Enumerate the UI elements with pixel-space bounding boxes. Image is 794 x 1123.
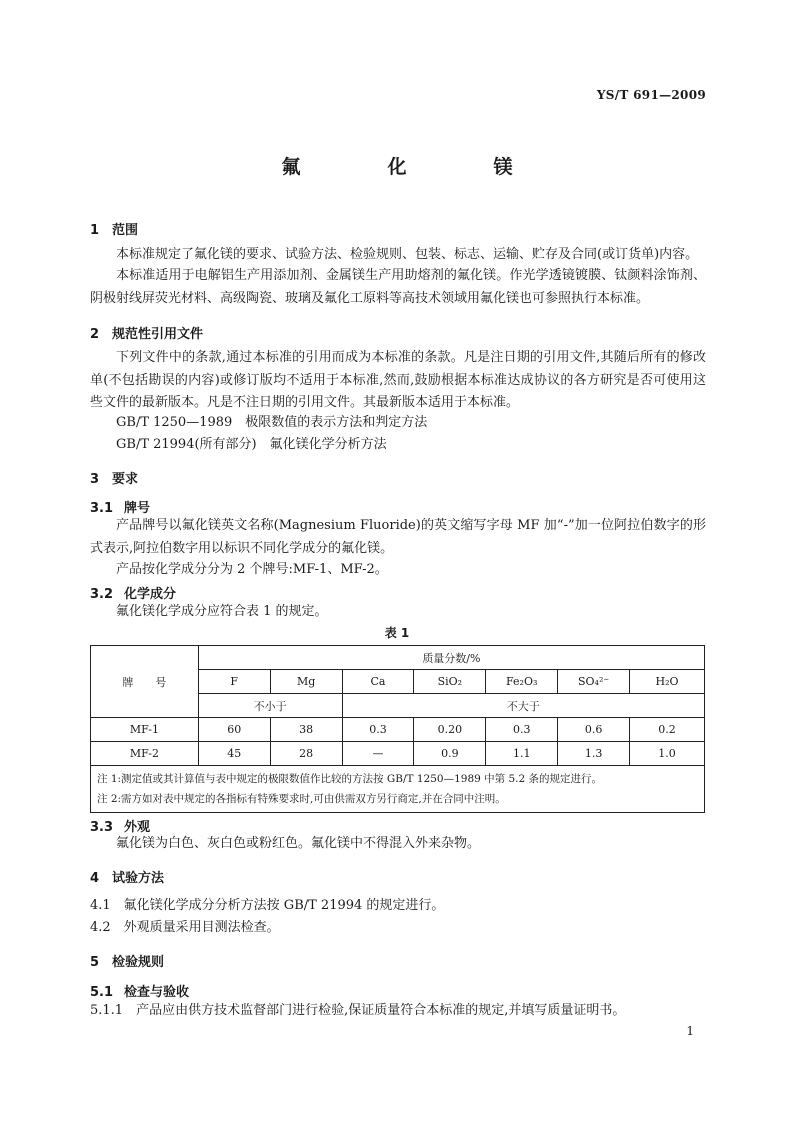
- table-cell: 1.1: [486, 742, 558, 766]
- min-limit-label: 不小于: [198, 694, 342, 718]
- table-cell: 0.3: [486, 718, 558, 742]
- section-2-heading: [90, 323, 203, 342]
- max-limit-label: 不大于: [342, 694, 704, 718]
- section-5-heading: [90, 951, 164, 970]
- column-header: SiO₂: [414, 670, 486, 694]
- section-number: 3.2: [90, 587, 114, 602]
- section-5-1-heading: [90, 981, 189, 1000]
- table-cell: 60: [198, 718, 270, 742]
- table-cell: 45: [198, 742, 270, 766]
- section-3-2-heading: [90, 583, 176, 602]
- section-number: 2: [90, 327, 100, 342]
- table-cell: —: [342, 742, 414, 766]
- table-cell: 28: [270, 742, 342, 766]
- section-title: 检验规则: [112, 955, 165, 970]
- column-header: SO₄²⁻: [558, 670, 630, 694]
- page-number: 1: [686, 1024, 694, 1038]
- table-cell: 38: [270, 718, 342, 742]
- mass-fraction-header: 质量分数/%: [198, 646, 704, 670]
- table-cell: 0.9: [414, 742, 486, 766]
- section-3-heading: [90, 468, 138, 487]
- reference-gbt-21994: GB/T 21994(所有部分) 氟化镁化学分析方法: [116, 437, 387, 452]
- reference-gbt-1250: GB/T 1250—1989 极限数值的表示方法和判定方法: [116, 415, 428, 430]
- section-3-1-paragraph-2: 产品按化学成分分为 2 个牌号:MF-1、MF-2。: [116, 562, 388, 577]
- table-row: [91, 718, 705, 742]
- section-1-paragraph-1: 本标准规定了氟化镁的要求、试验方法、检验规则、包装、标志、运输、贮存及合同(或订货单)内容。: [116, 247, 699, 262]
- section-title: 范围: [112, 223, 139, 238]
- section-number: 3.1: [90, 501, 114, 516]
- item-5-1-1: 5.1.1 产品应由供方技术监督部门进行检验,保证质量符合本标准的规定,并填写质量证明书。: [90, 1003, 626, 1018]
- table-note-2: 注 2:需方如对表中规定的各指标有特殊要求时,可由供需双方另行商定,并在合同中注明。: [97, 793, 506, 805]
- section-number: 5: [90, 955, 100, 970]
- table-cell: 1.0: [630, 742, 705, 766]
- table-notes: [91, 766, 705, 813]
- column-header: F: [198, 670, 270, 694]
- grade-header: 牌 号: [91, 646, 199, 718]
- section-1-heading: [90, 219, 138, 238]
- item-4-2: 4.2 外观质量采用目测法检查。: [90, 920, 280, 935]
- section-title: 外观: [124, 820, 151, 835]
- grade-cell: MF-1: [91, 718, 199, 742]
- section-number: 3.3: [90, 820, 114, 835]
- section-title: 规范性引用文件: [112, 327, 204, 342]
- section-3-1-paragraph-1: 产品牌号以氟化镁英文名称(Magnesium Fluoride)的英文缩写字母 MF 加“-”加一位阿拉伯数字的形式表示,阿拉伯数字用以标识不同化学成分的氟化镁。: [90, 518, 706, 556]
- item-4-1: 4.1 氟化镁化学成分分析方法按 GB/T 21994 的规定进行。: [90, 898, 445, 913]
- chemical-composition-table: [90, 645, 705, 813]
- column-header: Ca: [342, 670, 414, 694]
- column-header: Fe₂O₃: [486, 670, 558, 694]
- section-title: 牌号: [124, 501, 151, 516]
- section-number: 4: [90, 871, 100, 886]
- section-3-2-paragraph: 氟化镁化学成分应符合表 1 的规定。: [116, 604, 328, 619]
- grade-cell: MF-2: [91, 742, 199, 766]
- column-header: H₂O: [630, 670, 705, 694]
- section-3-1-heading: [90, 497, 150, 516]
- section-title: 试验方法: [112, 871, 165, 886]
- table-row: [91, 742, 705, 766]
- table-cell: 0.3: [342, 718, 414, 742]
- table-cell: 0.20: [414, 718, 486, 742]
- table-caption: 表 1: [384, 626, 410, 640]
- table-cell: 1.3: [558, 742, 630, 766]
- table-cell: 0.2: [630, 718, 705, 742]
- section-title: 化学成分: [124, 587, 177, 602]
- column-header: Mg: [270, 670, 342, 694]
- section-1-paragraph-2: 本标准适用于电解铝生产用添加剂、金属镁生产用助熔剂的氟化镁。作光学透镜镀膜、钛颜料涂饰剂、阴极射线屏荧光材料、高级陶瓷、玻璃及氟化工原料等高技术领域用氟化镁也可参照执行本标准。: [90, 268, 706, 306]
- table-note-1: 注 1:测定值或其计算值与表中规定的极限数值作比较的方法按 GB/T 1250—1989 中第 5.2 条的规定进行。: [97, 773, 603, 785]
- section-4-heading: [90, 867, 164, 886]
- document-title: 氟 化 镁: [281, 156, 547, 178]
- section-number: 1: [90, 223, 100, 238]
- section-3-3-paragraph: 氟化镁为白色、灰白色或粉红色。氟化镁中不得混入外来杂物。: [116, 836, 481, 851]
- standard-code: YS/T 691—2009: [596, 88, 706, 102]
- section-number: 5.1: [90, 985, 114, 1000]
- section-2-paragraph: 下列文件中的条款,通过本标准的引用而成为本标准的条款。凡是注日期的引用文件,其随后所有的修改单(不包括勘误的内容)或修订版均不适用于本标准,然而,鼓励根据本标准达成协议的各方研究是否可使用这些文件的最新版本。凡是不注日期的引用文件。其最新版本适用于本标准。: [90, 350, 706, 410]
- section-number: 3: [90, 472, 100, 487]
- section-title: 检查与验收: [124, 985, 190, 1000]
- table-cell: 0.6: [558, 718, 630, 742]
- section-title: 要求: [112, 472, 139, 487]
